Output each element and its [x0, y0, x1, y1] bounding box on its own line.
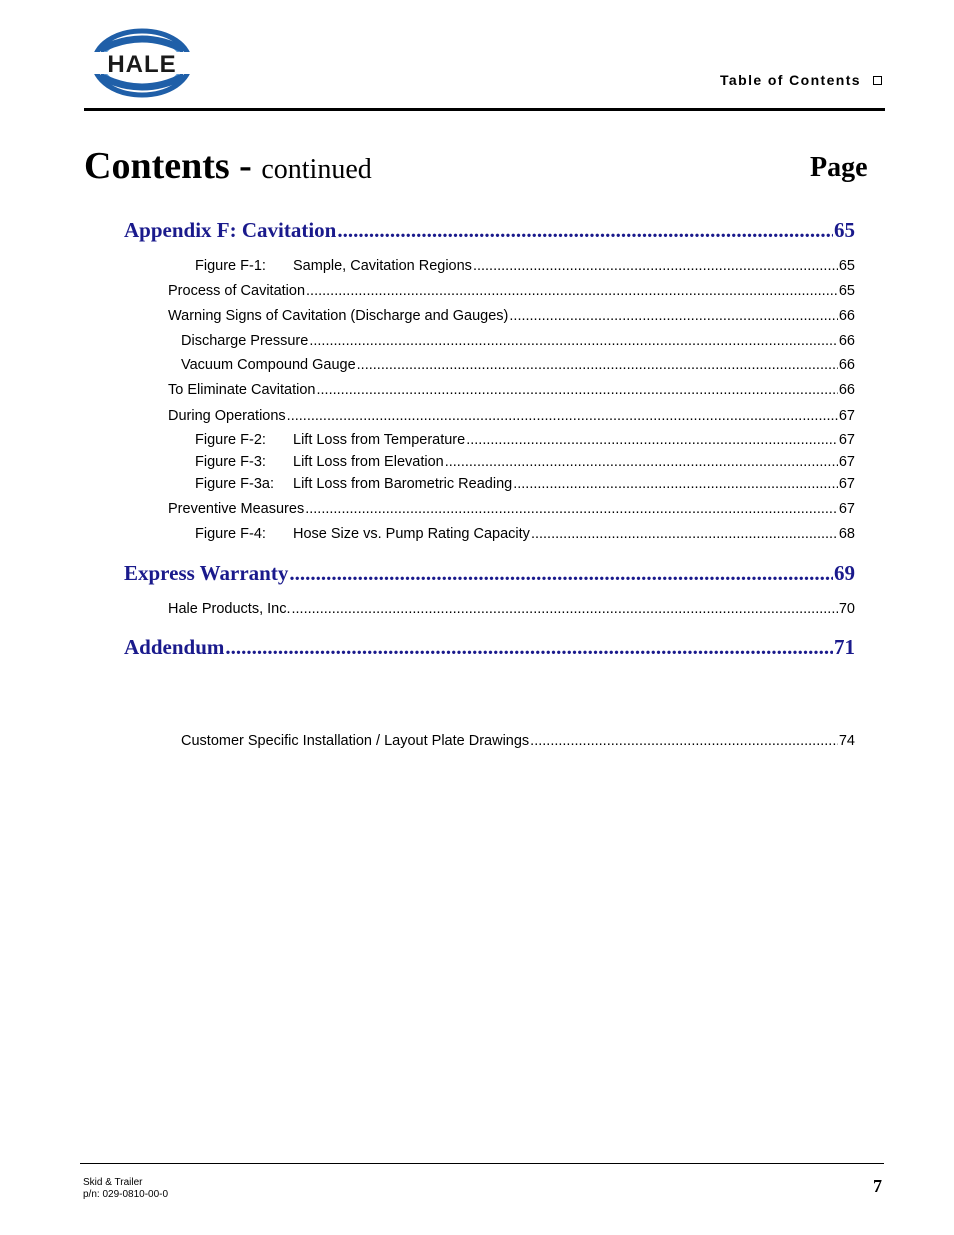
toc-section-entry[interactable]	[168, 283, 855, 299]
toc-entry-title: Lift Loss from Barometric Reading	[293, 476, 513, 492]
toc-entry-title: Process of Cavitation	[168, 283, 306, 299]
hale-logo	[86, 26, 198, 100]
toc-page-number: 67	[838, 408, 855, 424]
toc-figure-number: Figure F-1:	[195, 258, 266, 274]
toc-page-number: 67	[838, 454, 855, 470]
toc-page-number: 70	[838, 601, 855, 617]
toc-dot-leader	[305, 501, 838, 517]
toc-section-entry[interactable]	[168, 601, 855, 617]
toc-section-entry[interactable]	[168, 408, 855, 424]
toc-page-number: 69	[834, 561, 855, 585]
toc-dot-leader	[317, 382, 838, 398]
footer-divider	[80, 1163, 884, 1164]
toc-figure-entry[interactable]	[195, 476, 855, 492]
checkbox-bullet-icon	[873, 76, 882, 85]
toc-entry-title: Addendum	[124, 635, 225, 659]
toc-page-number: 65	[838, 258, 855, 274]
toc-page-number: 66	[838, 333, 855, 349]
toc-entry-title: Express Warranty	[124, 561, 289, 585]
toc-dot-leader	[445, 454, 838, 470]
toc-dot-leader	[466, 432, 838, 448]
toc-figure-number: Figure F-3:	[195, 454, 266, 470]
toc-entry-title: Lift Loss from Temperature	[293, 432, 466, 448]
toc-chapter-entry[interactable]	[124, 218, 855, 243]
toc-dot-leader	[337, 218, 833, 243]
toc-entry-title: Lift Loss from Elevation	[293, 454, 444, 470]
toc-dot-leader	[287, 408, 838, 424]
toc-dot-leader	[289, 561, 833, 586]
toc-entry-title: Discharge Pressure	[181, 333, 309, 349]
toc-section-entry[interactable]	[181, 333, 855, 349]
page-title-main: Contents -	[84, 145, 262, 187]
toc-dot-leader	[357, 357, 838, 373]
toc-section-entry[interactable]	[168, 308, 855, 324]
toc-entry-title: Hale Products, Inc.	[168, 601, 291, 617]
toc-figure-entry[interactable]	[195, 258, 855, 274]
toc-section-entry[interactable]	[181, 357, 855, 373]
toc-page-number: 65	[838, 283, 855, 299]
toc-entry-title: Sample, Cavitation Regions	[293, 258, 472, 274]
toc-entry-title: During Operations	[168, 408, 286, 424]
toc-chapter-entry[interactable]	[124, 561, 855, 586]
footer-product: Skid & Trailer	[83, 1177, 143, 1188]
toc-dot-leader	[309, 333, 838, 349]
logo-text: HALE	[107, 51, 177, 78]
toc-entry-title: Customer Specific Installation / Layout Plate Drawings	[181, 733, 530, 749]
page-title	[84, 142, 372, 194]
toc-page-number: 67	[838, 501, 855, 517]
toc-page-number: 66	[838, 308, 855, 324]
toc-page-number: 67	[838, 476, 855, 492]
toc-section-entry[interactable]	[168, 382, 855, 398]
header-divider	[84, 108, 885, 111]
toc-dot-leader	[530, 733, 838, 749]
page-title-continued: continued	[261, 154, 372, 185]
header-section-title	[720, 72, 882, 88]
toc-page-number: 71	[834, 635, 855, 659]
toc-figure-number: Figure F-2:	[195, 432, 266, 448]
toc-dot-leader	[306, 283, 838, 299]
toc-dot-leader	[513, 476, 838, 492]
toc-figure-entry[interactable]	[195, 432, 855, 448]
toc-figure-entry[interactable]	[195, 454, 855, 470]
toc-page-number: 66	[838, 357, 855, 373]
toc-entry-title: Appendix F: Cavitation	[124, 218, 337, 242]
toc-page-number: 65	[834, 218, 855, 242]
toc-figure-number: Figure F-4:	[195, 526, 266, 542]
toc-dot-leader	[509, 308, 837, 324]
toc-dot-leader	[531, 526, 838, 542]
section-title-text: Table of Contents	[720, 72, 861, 88]
toc-figure-entry[interactable]	[195, 526, 855, 542]
toc-figure-number: Figure F-3a:	[195, 476, 274, 492]
toc-page-number: 67	[838, 432, 855, 448]
footer-info	[83, 1177, 168, 1201]
toc-entry-title: To Eliminate Cavitation	[168, 382, 316, 398]
toc-dot-leader	[292, 601, 838, 617]
toc-page-number: 74	[838, 733, 855, 749]
toc-section-entry[interactable]	[168, 501, 855, 517]
toc-section-entry[interactable]	[181, 733, 855, 749]
toc-page-number: 66	[838, 382, 855, 398]
toc-entry-title: Hose Size vs. Pump Rating Capacity	[293, 526, 530, 542]
footer-part-number: p/n: 029-0810-00-0	[83, 1189, 169, 1200]
page-column-label: Page	[810, 152, 868, 183]
toc-chapter-entry[interactable]	[124, 635, 855, 660]
toc-dot-leader	[225, 635, 833, 660]
toc-entry-title: Warning Signs of Cavitation (Discharge and Gauges)	[168, 308, 509, 324]
toc-entry-title: Vacuum Compound Gauge	[181, 357, 356, 373]
toc-page-number: 68	[838, 526, 855, 542]
toc-dot-leader	[473, 258, 838, 274]
toc-entry-title: Preventive Measures	[168, 501, 305, 517]
footer-page-number: 7	[873, 1176, 882, 1196]
